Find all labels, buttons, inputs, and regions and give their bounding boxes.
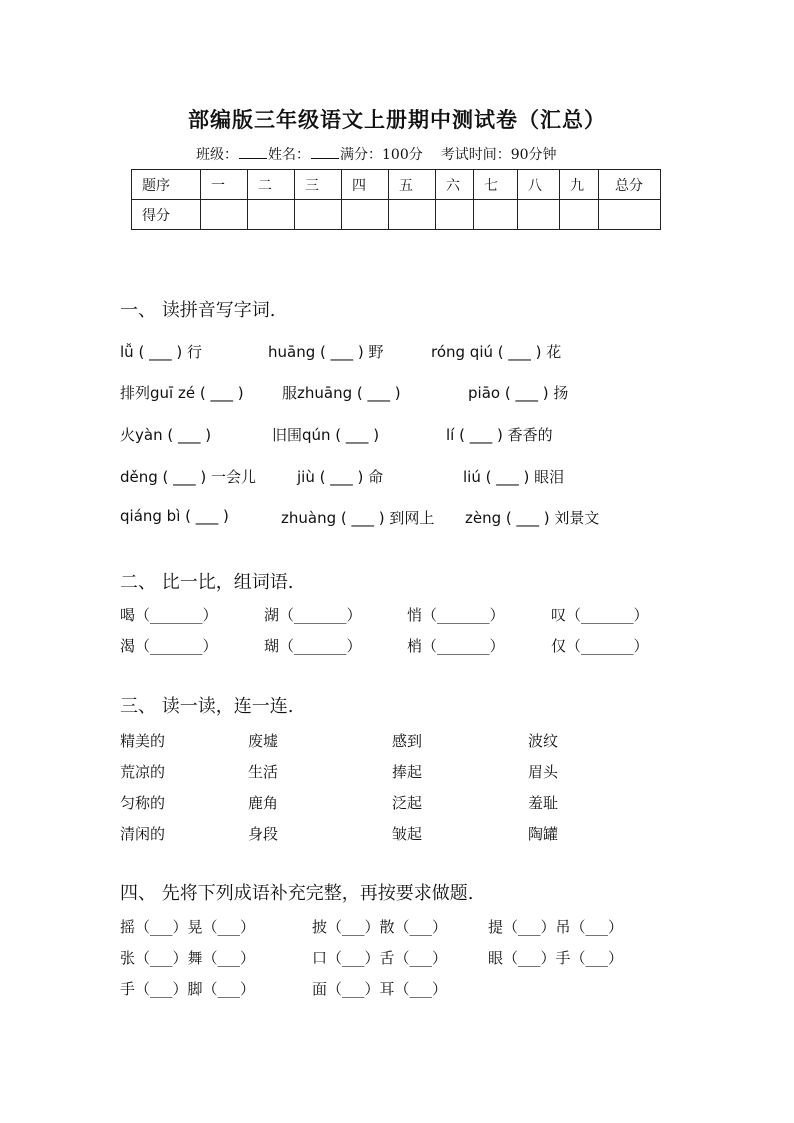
match-word[interactable]: 陶罐 [528,825,559,843]
match-word[interactable]: 生活 [248,763,279,781]
pinyin-item: liú ( ___ ) 眼泪 [463,468,565,486]
exam-time: 考试时间：90分钟 [440,147,557,163]
match-word[interactable]: 感到 [392,732,423,750]
score-cell[interactable] [295,200,342,230]
word-item: 喝（_______） [120,606,218,624]
match-word[interactable]: 捧起 [392,763,423,781]
pinyin-item: 服zhuāng ( ___ ) [282,384,401,402]
pinyin-item: lǚ ( ___ ) 行 [120,343,202,361]
word-item: 仅（_______） [551,637,649,655]
idiom-item: 眼（___）手（___） [488,949,624,967]
match-word[interactable]: 荒凉的 [120,763,166,781]
exam-info-line [196,144,557,164]
match-word[interactable]: 身段 [248,825,279,843]
header-cell: 一 [201,170,248,200]
header-cell: 七 [474,170,518,200]
pinyin-item: děng ( ___ ) 一会儿 [120,468,257,486]
idiom-item: 摇（___）晃（___） [120,918,256,936]
match-word[interactable]: 泛起 [392,794,423,812]
header-cell: 题序 [132,170,201,200]
section-4-title: 四、 先将下列成语补充完整，再按要求做题. [120,883,474,904]
header-cell: 总分 [599,170,661,200]
score-cell[interactable] [342,200,389,230]
pinyin-item: lí ( ___ ) 香香的 [446,426,553,444]
header-cell: 二 [248,170,295,200]
score-cell[interactable] [599,200,661,230]
idiom-item: 面（___）耳（___） [312,980,448,998]
idiom-item: 手（___）脚（___） [120,980,256,998]
score-cell[interactable] [201,200,248,230]
name-blank[interactable] [311,146,339,159]
score-cell[interactable] [560,200,599,230]
idiom-item: 提（___）吊（___） [488,918,624,936]
page-title: 部编版三年级语文上册期中测试卷（汇总） [188,107,606,132]
word-item: 叹（_______） [551,606,649,624]
score-cell[interactable] [389,200,436,230]
score-cell[interactable] [474,200,518,230]
pinyin-item: huāng ( ___ ) 野 [268,343,384,361]
match-word[interactable]: 匀称的 [120,794,166,812]
header-cell: 三 [295,170,342,200]
header-cell: 五 [389,170,436,200]
name-label: 姓名： [268,147,310,163]
pinyin-item: 排列guī zé ( ___ ) [120,384,244,402]
pinyin-item: zèng ( ___ ) 刘景文 [465,509,600,527]
header-cell: 八 [518,170,560,200]
word-item: 瑚（_______） [264,637,362,655]
match-word[interactable]: 羞耻 [528,794,559,812]
match-word[interactable]: 鹿角 [248,794,279,812]
score-table-header-row [132,170,661,200]
match-word[interactable]: 精美的 [120,732,166,750]
match-word[interactable]: 眉头 [528,763,559,781]
class-blank[interactable] [239,146,267,159]
section-1-title: 一、 读拼音写字词. [120,300,276,321]
pinyin-item: qiáng bì ( ___ ) [120,507,229,525]
row-label: 得分 [132,200,201,230]
score-table-score-row [132,200,661,230]
pinyin-item: róng qiú ( ___ ) 花 [431,343,562,361]
class-label: 班级： [196,147,238,163]
section-2-title: 二、 比一比，组词语. [120,572,294,593]
score-table [131,169,661,230]
header-cell: 九 [560,170,599,200]
word-item: 梢（_______） [407,637,505,655]
pinyin-item: jiù ( ___ ) 命 [297,468,384,486]
match-word[interactable]: 清闲的 [120,825,166,843]
score-cell[interactable] [436,200,474,230]
section-3-title: 三、 读一读，连一连. [120,696,294,717]
header-cell: 六 [436,170,474,200]
score-cell[interactable] [248,200,295,230]
match-word[interactable]: 皱起 [392,825,423,843]
word-item: 渴（_______） [120,637,218,655]
idiom-item: 口（___）舌（___） [312,949,448,967]
match-word[interactable]: 废墟 [248,732,279,750]
full-score: 满分：100分 [340,147,423,163]
idiom-item: 张（___）舞（___） [120,949,256,967]
pinyin-item: 旧围qún ( ___ ) [272,426,380,444]
header-cell: 四 [342,170,389,200]
score-cell[interactable] [518,200,560,230]
idiom-item: 披（___）散（___） [312,918,448,936]
pinyin-item: 火yàn ( ___ ) [120,426,212,444]
pinyin-item: zhuàng ( ___ ) 到网上 [281,509,435,527]
match-word[interactable]: 波纹 [528,732,559,750]
pinyin-item: piāo ( ___ ) 扬 [468,384,569,402]
word-item: 湖（_______） [264,606,362,624]
word-item: 悄（_______） [407,606,505,624]
